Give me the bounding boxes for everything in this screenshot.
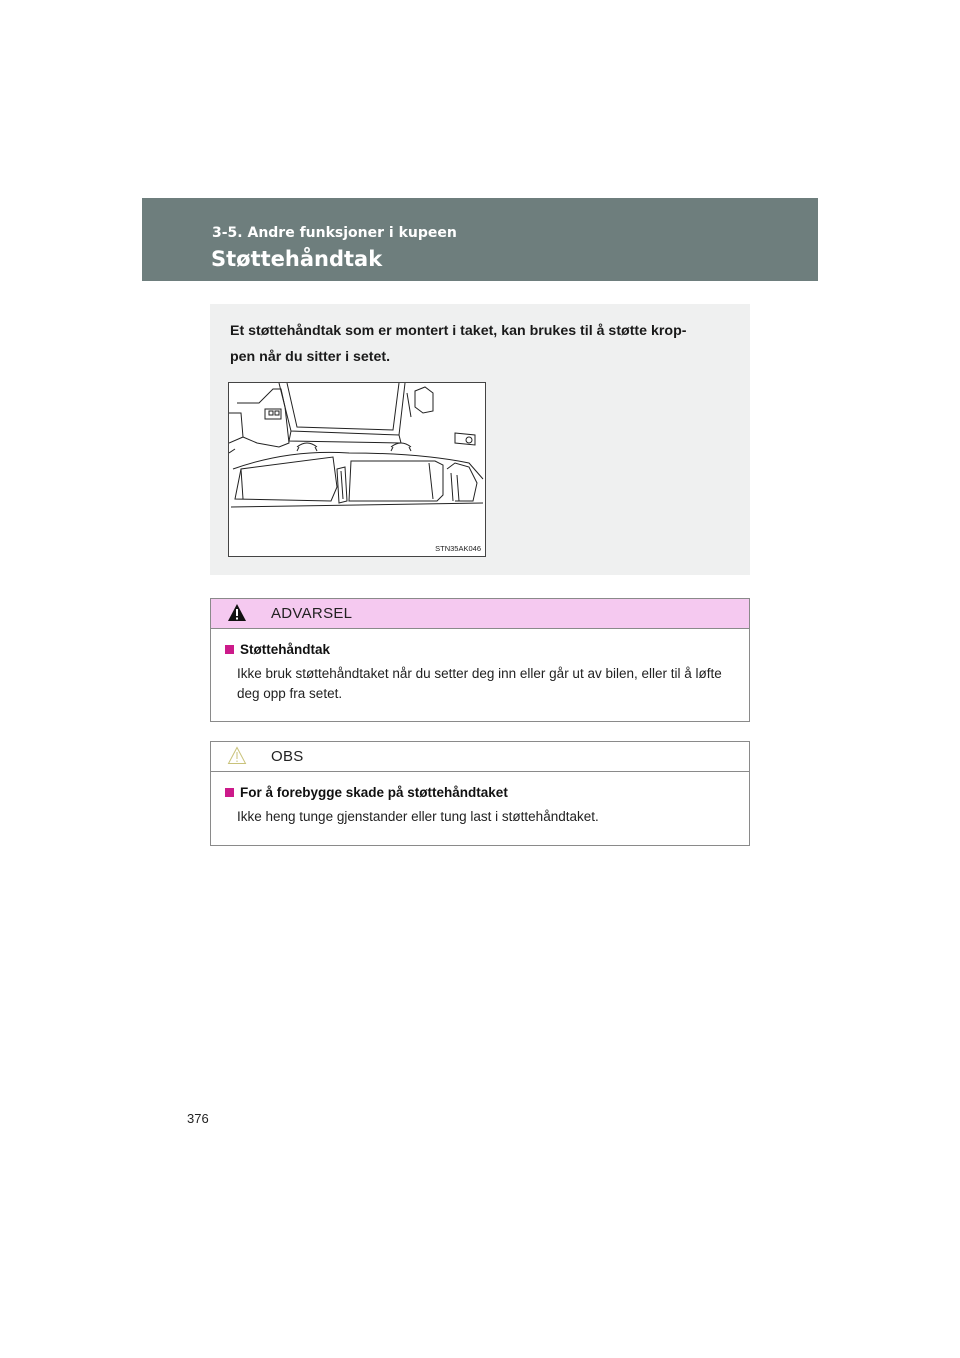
warning-item-title [225,642,737,657]
caution-body [211,772,749,827]
square-bullet-icon [225,788,234,797]
page-title: Støttehåndtak [211,247,383,271]
cabin-ceiling-illustration [228,382,486,557]
page-number: 376 [187,1111,209,1126]
warning-item-title-text: Støttehåndtak [240,642,331,657]
caution-item-title-text: For å forebygge skade på støttehåndtaket [240,785,508,800]
warning-body [211,629,749,704]
header-band [142,198,818,281]
warning-header [211,599,749,629]
caution-item-title [225,785,737,800]
section-label: 3-5. Andre funksjoner i kupeen [212,225,457,241]
warning-label: ADVARSEL [271,605,353,622]
caution-item-text: Ikke heng tunge gjenstander eller tung last i støttehåndtaket. [237,809,599,824]
caution-box [210,741,750,846]
warning-icon [227,603,247,622]
intro-line-2: pen når du sitter i setet. [230,349,391,365]
intro-line-1: Et støttehåndtak som er montert i taket, kan brukes til å støtte krop- [230,323,687,339]
square-bullet-icon [225,645,234,654]
warning-item-text: Ikke bruk støttehåndtaket når du setter deg inn eller går ut av bilen, eller til å løfte deg opp fra setet. [237,666,722,701]
caution-header [211,742,749,772]
caution-icon [227,746,247,765]
figure-id: STN35AK046 [435,544,481,553]
intro-text [230,318,730,370]
illustration-drawing [229,383,485,556]
warning-box [210,598,750,722]
caution-label: OBS [271,748,304,765]
intro-box [210,304,750,575]
